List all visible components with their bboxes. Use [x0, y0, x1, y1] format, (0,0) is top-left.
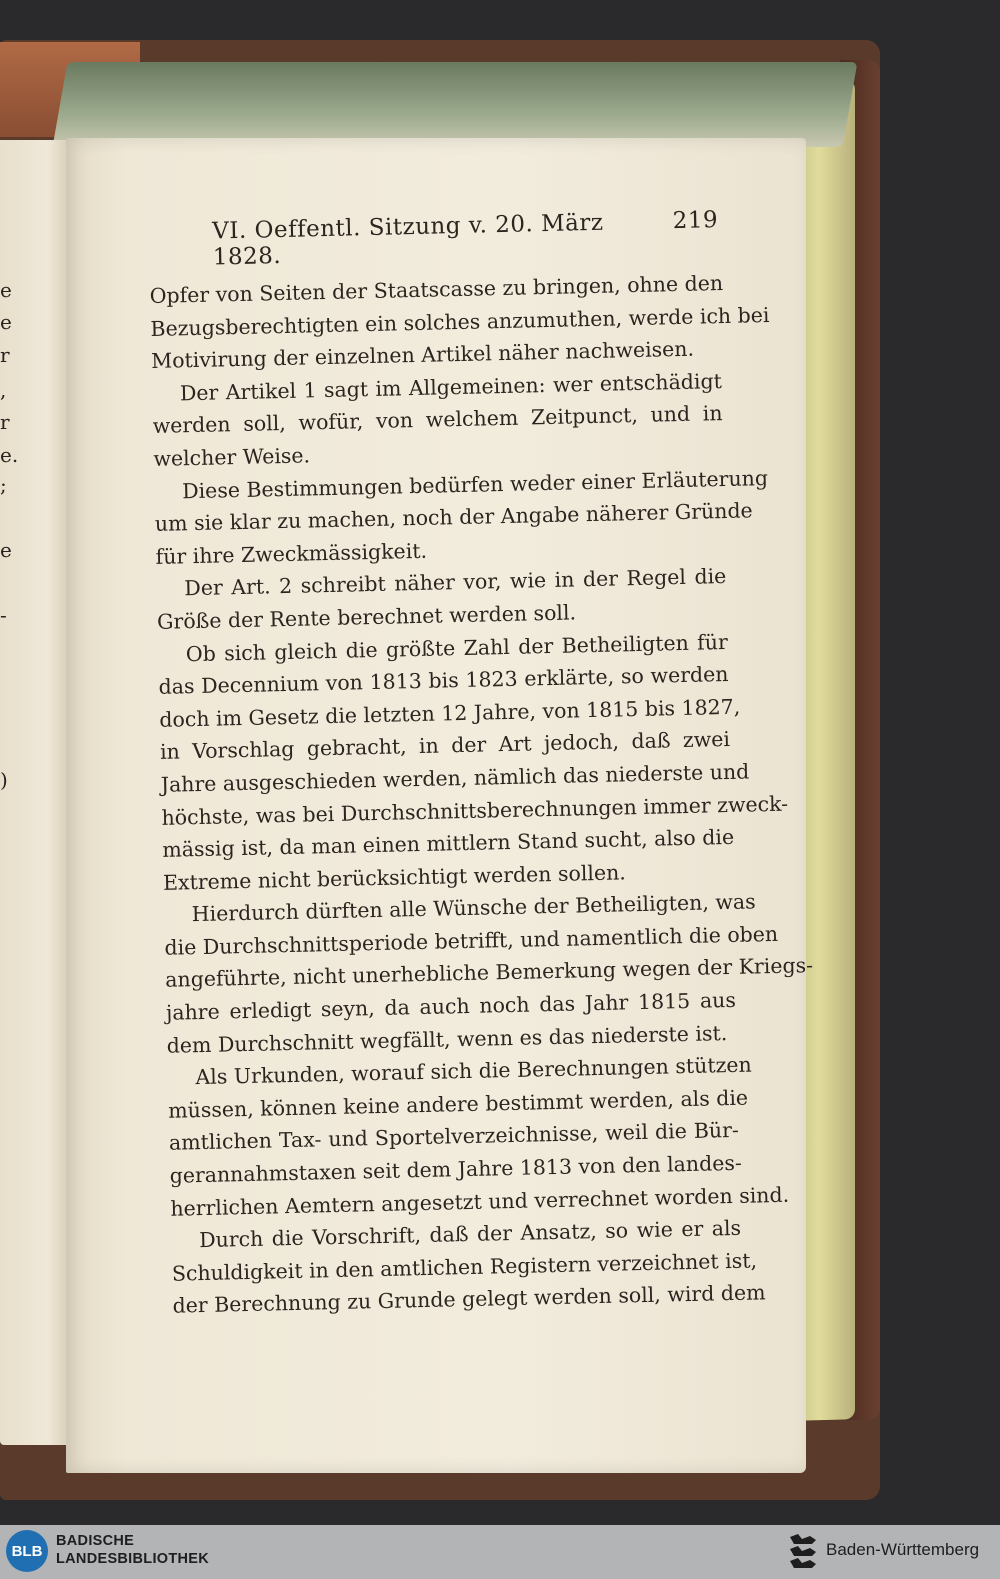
left-page-fragment: e	[0, 538, 12, 562]
text-line: die Durchschnittsperiode betrifft, und namentlich die oben	[164, 921, 779, 960]
left-page-fragment: r	[0, 343, 10, 367]
library-name[interactable]	[56, 1532, 209, 1568]
left-page-fragment: ;	[0, 473, 7, 497]
page-number: 219	[672, 207, 719, 235]
text-line: Größe der Rente berechnet werden soll.	[156, 600, 577, 634]
footer-bar	[0, 1525, 1000, 1579]
paragraph	[167, 1049, 790, 1225]
right-page	[66, 138, 814, 1473]
text-line: herrlichen Aemtern angesetzt und verrechnet worden sind.	[170, 1182, 790, 1221]
text-line: Durch die Vorschrift, daß der Ansatz, so wie er als	[198, 1216, 742, 1253]
state-name[interactable]: Baden-Württemberg	[826, 1540, 980, 1559]
text-line: doch im Gesetz die letzten 12 Jahre, von 1815 bis 1827,	[159, 694, 741, 732]
left-page-fragment: e	[0, 278, 12, 302]
paragraph	[154, 463, 769, 574]
left-page-fragment: e	[0, 310, 12, 334]
paragraph	[157, 625, 789, 899]
text-line: angeführte, nicht unerhebliche Bemerkung wegen der Kriegs-	[164, 953, 814, 993]
page-top-edge	[53, 62, 858, 147]
text-line: Hierdurch dürften alle Wünsche der Betheiligten, was	[191, 889, 756, 927]
text-line: Schuldigkeit in den amtlichen Registern verzeichnet ist,	[171, 1248, 758, 1286]
text-line: dem Durchschnitt wegfällt, wenn es das niederste ist.	[166, 1020, 728, 1058]
text-line: mässig ist, da man einen mittlern Stand sucht, also die	[162, 824, 735, 862]
text-line: müssen, können keine andere bestimmt werden, als die	[167, 1085, 749, 1123]
text-line: Opfer von Seiten der Staatscasse zu bringen, ohne den	[149, 270, 724, 308]
paragraph	[171, 1212, 766, 1323]
page-text-block	[148, 207, 814, 1323]
paragraph	[152, 365, 724, 476]
left-page-fragment: e.	[0, 443, 19, 467]
text-line: Der Art. 2 schreibt näher vor, wie in der Regel die	[184, 564, 727, 601]
text-line: höchste, was bei Durchschnittsberechnungen immer zweck-	[161, 791, 789, 830]
left-page-fragment: -	[0, 603, 7, 627]
left-page-fragment: )	[0, 768, 8, 792]
text-line: für ihre Zweckmässigkeit.	[155, 538, 428, 569]
text-line: in Vorschlag gebracht, in der Art jedoch, daß zwei	[159, 727, 731, 765]
running-head	[148, 207, 719, 272]
library-name-line1: BADISCHE	[56, 1533, 135, 1549]
text-line: Extreme nicht berücksichtigt werden sollen.	[162, 860, 627, 895]
text-line: Ob sich gleich die größte Zahl der Betheiligten für	[185, 629, 728, 666]
text-line: das Decennium von 1813 bis 1823 erklärte, so werden	[158, 662, 729, 700]
text-line: Diese Bestimmungen bedürfen weder einer Erläuterung	[181, 465, 769, 503]
text-line: gerannahmstaxen seit dem Jahre 1813 von den landes-	[169, 1150, 743, 1188]
text-line: Bezugsberechtigten ein solches anzumuthen, werde ich bei	[150, 302, 770, 341]
paragraph	[163, 886, 814, 1062]
text-line: welcher Weise.	[153, 443, 311, 471]
text-line: amtlichen Tax- und Sportelverzeichnisse, weil die Bür-	[168, 1118, 740, 1156]
library-name-line2: LANDESBIBLIOTHEK	[56, 1551, 210, 1567]
text-line: jahre erledigt seyn, da auch noch das Jahr 1815 aus	[165, 987, 737, 1025]
text-line: werden soll, wofür, von welchem Zeitpunct, und in	[152, 401, 723, 439]
text-line: um sie klar zu machen, noch der Angabe näherer Gründe	[154, 498, 753, 537]
text-line: der Berechnung zu Grunde gelegt werden soll, wird dem	[172, 1280, 766, 1319]
running-head-title: VI. Oeffentl. Sitzung v. 20. März 1828.	[211, 209, 604, 271]
left-page-fragment: ,	[0, 378, 7, 402]
text-line: Motivirung der einzelnen Artikel näher nachweisen.	[150, 336, 695, 374]
paragraph	[149, 267, 770, 378]
left-page-fragment: r	[0, 410, 10, 434]
text-line: Als Urkunden, worauf sich die Berechnungen stützen	[195, 1052, 752, 1090]
left-page	[0, 140, 68, 1445]
body-text	[149, 267, 814, 1323]
text-line: Der Artikel 1 sagt im Allgemeinen: wer entschädigt	[179, 368, 723, 406]
blb-logo-icon[interactable]: BLB	[6, 1530, 48, 1572]
text-line: Jahre ausgeschieden werden, nämlich das niederste und	[160, 759, 750, 797]
baden-wuerttemberg-lions-icon[interactable]	[786, 1531, 820, 1573]
